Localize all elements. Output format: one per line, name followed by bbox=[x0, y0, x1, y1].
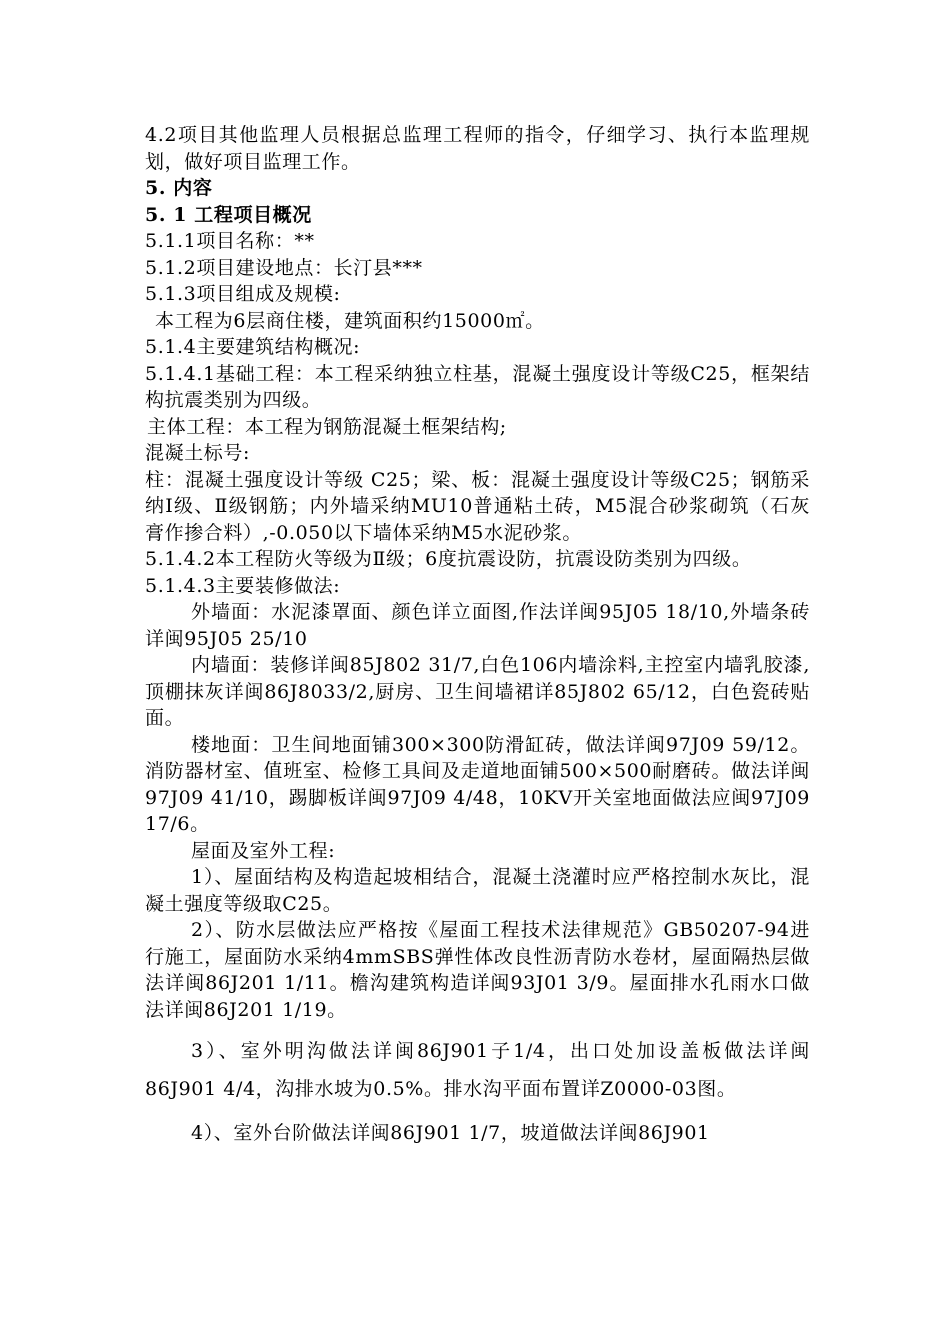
paragraph-concrete-grade: 混凝土标号: bbox=[145, 442, 251, 464]
paragraph-roof-item-2: 2）、防水层做法应严格按《屋面工程技术法律规范》GB50207-94进行施工，屋面防水采纳4mmSBS弹性体改良性沥青防水卷材，屋面隔热层做法详闽86J201 1/11。檐沟建筑构造详闽93J01 3/9。屋面排水孔雨水口做法详闽86J201 1/19。 bbox=[145, 919, 810, 1021]
heading-5-1-overview: 5. 1 工程项目概况 bbox=[145, 203, 312, 226]
paragraph-roof-heading: 屋面及室外工程: bbox=[191, 839, 336, 862]
paragraph-floor: 楼地面：卫生间地面铺300×300防滑缸砖，做法详闽97J09 59/12。消防器材室、值班室、检修工具间及走道地面铺500×500耐磨砖。做法详闽97J09 41/10，踢脚板详闽97J09 4/48，10KV开关室地面做法应闽97J09 17/6。 bbox=[145, 733, 810, 835]
paragraph-5-1-1: 5.1.1项目名称：** bbox=[145, 230, 315, 252]
paragraph-scale: 本工程为6层商住楼，建筑面积约15000㎡。 bbox=[155, 309, 545, 332]
paragraph-exterior-wall: 外墙面：水泥漆罩面、颜色详立面图,作法详闽95J05 18/10,外墙条砖详闽95J05 25/10 bbox=[145, 601, 810, 650]
paragraph-5-1-4-3: 5.1.4.3主要装修做法: bbox=[145, 574, 341, 597]
paragraph-5-1-3: 5.1.3项目组成及规模: bbox=[145, 283, 341, 305]
document-page bbox=[145, 122, 810, 1147]
paragraph-5-1-4-2: 5.1.4.2本工程防火等级为Ⅱ级；6度抗震设防，抗震设防类别为四级。 bbox=[145, 548, 752, 570]
paragraph-4-2: 4.2项目其他监理人员根据总监理工程师的指令，仔细学习、执行本监理规划，做好项目监理工作。 bbox=[145, 124, 810, 173]
paragraph-interior-wall: 内墙面：装修详闽85J802 31/7,白色106内墙涂料,主控室内墙乳胶漆,顶棚抹灰详闽86J8033/2,厨房、卫生间墙裙详85J802 65/12，白色瓷砖贴面。 bbox=[145, 654, 810, 729]
paragraph-main-structure: 主体工程：本工程为钢筋混凝土框架结构; bbox=[147, 415, 507, 438]
paragraph-5-1-4-1: 5.1.4.1基础工程：本工程采纳独立柱基，混凝土强度设计等级C25，框架结构抗震类别为四级。 bbox=[145, 362, 810, 411]
paragraph-5-1-4: 5.1.4主要建筑结构概况: bbox=[145, 336, 361, 358]
paragraph-roof-item-1: 1）、屋面结构及构造起坡相结合，混凝土浇灌时应严格控制水灰比，混凝土强度等级取C25。 bbox=[145, 866, 810, 915]
paragraph-roof-item-3: 3）、室外明沟做法详闽86J901子1/4，出口处加设盖板做法详闽86J901 4/4，沟排水坡为0.5%。排水沟平面布置详Z0000-03图。 bbox=[145, 1040, 810, 1100]
paragraph-columns: 柱：混凝土强度设计等级 C25；梁、板：混凝土强度设计等级C25；钢筋采纳Ⅰ级、Ⅱ级钢筋；内外墙采纳MU10普通粘土砖，M5混合砂浆砌筑（石灰膏作掺合料）,-0.050以下墙体采纳M5水泥砂浆。 bbox=[145, 468, 810, 544]
heading-5-content: 5. 内容 bbox=[145, 177, 213, 199]
paragraph-roof-item-4: 4）、室外台阶做法详闽86J901 1/7，坡道做法详闽86J901 bbox=[191, 1122, 710, 1144]
paragraph-5-1-2: 5.1.2项目建设地点：长汀县*** bbox=[145, 256, 423, 279]
